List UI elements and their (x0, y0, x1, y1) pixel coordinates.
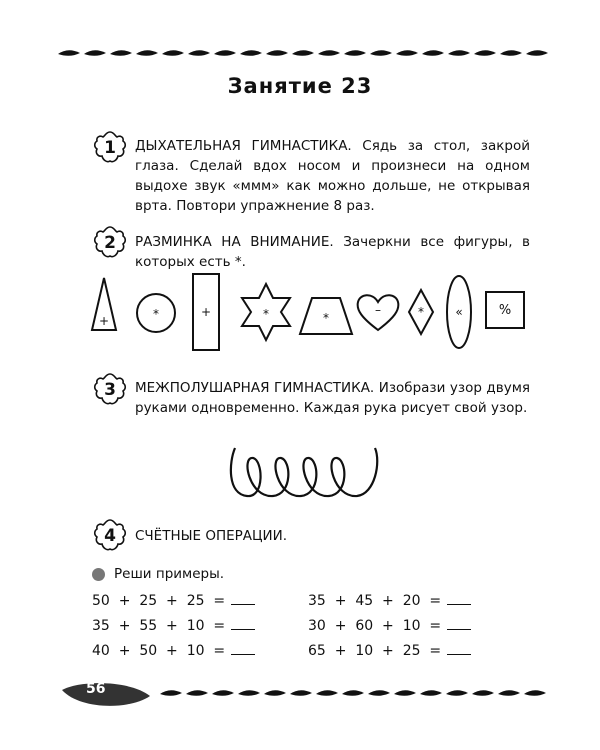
task-number-badge (92, 372, 128, 408)
exercise-row (308, 590, 471, 609)
answer-blank[interactable] (447, 590, 471, 605)
task-text: ДЫХАТЕЛЬНАЯ ГИМНАСТИКА. Сядь за стол, закрой глаза. Сделай вдох носом и произнеси на одном выдохе звук «ммм» как можно дольше, не открывая врта. Повтори упражнение 8 раз. (135, 138, 530, 214)
task-number: 2 (104, 233, 116, 253)
exercise-expression: 35 + 45 + 20 = (308, 593, 442, 609)
bullet-icon (92, 568, 105, 581)
task-text: МЕЖПОЛУШАРНАЯ ГИМНАСТИКА. Изобрази узор двумя руками одновременно. Каждая рука рисует свой узор. (135, 380, 530, 416)
exercise-instruction: Реши примеры. (114, 566, 225, 582)
task-number-badge (92, 225, 128, 261)
shape-symbol: * (323, 311, 329, 325)
exercise-expression: 40 + 50 + 10 = (92, 643, 226, 659)
top-border-ornament (58, 44, 550, 64)
answer-blank[interactable] (447, 615, 471, 630)
page-number: 56 (86, 681, 106, 697)
task-text: СЧЁТНЫЕ ОПЕРАЦИИ. (135, 528, 287, 544)
loop-pattern (225, 432, 385, 512)
exercise-row (308, 615, 471, 634)
shape-symbol: * (153, 307, 159, 321)
shape-symbol: % (498, 303, 512, 318)
task-number-badge (92, 130, 128, 166)
shape-symbol: – (375, 303, 381, 317)
page-title: Занятие 23 (227, 74, 373, 98)
answer-blank[interactable] (231, 590, 255, 605)
exercise-row (308, 640, 471, 659)
answer-blank[interactable] (231, 640, 255, 655)
exercise-row (92, 640, 255, 659)
task-number-badge (92, 518, 128, 554)
task-number: 3 (104, 380, 116, 400)
task-number: 1 (104, 138, 116, 158)
answer-blank[interactable] (231, 615, 255, 630)
exercise-expression: 65 + 10 + 25 = (308, 643, 442, 659)
shapes-row (60, 268, 540, 358)
shape-symbol: « (455, 305, 463, 319)
task-number: 4 (104, 526, 116, 546)
exercise-expression: 30 + 60 + 10 = (308, 618, 442, 634)
exercise-row (92, 590, 255, 609)
bottom-border-ornament (60, 676, 550, 716)
task-text: РАЗМИНКА НА ВНИМАНИЕ. Зачеркни все фигуры, в которых есть *. (135, 234, 530, 270)
exercise-row (92, 615, 255, 634)
shape-symbol: * (263, 307, 269, 321)
shape-symbol: + (98, 314, 110, 328)
exercise-expression: 50 + 25 + 25 = (92, 593, 226, 609)
shape-symbol: + (200, 305, 212, 319)
shape-symbol: * (418, 305, 424, 319)
answer-blank[interactable] (447, 640, 471, 655)
exercise-expression: 35 + 55 + 10 = (92, 618, 226, 634)
